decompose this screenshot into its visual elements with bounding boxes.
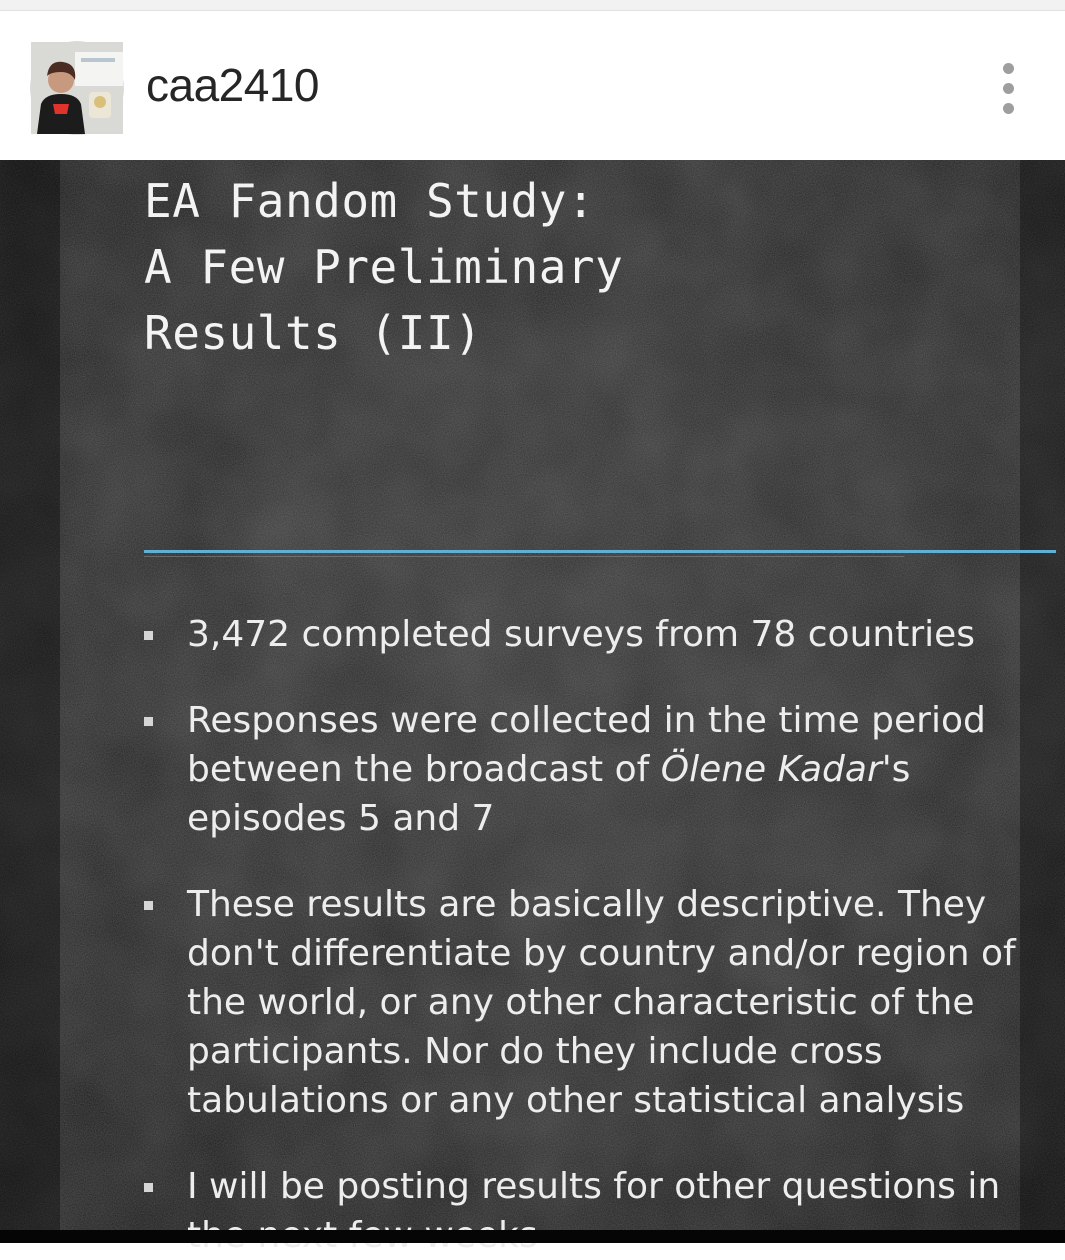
bullet-text: Responses were collected in the time period between the broadcast of xyxy=(187,700,986,790)
status-strip xyxy=(0,0,1065,11)
bullet-marker xyxy=(144,1183,153,1192)
vertical-ellipsis-icon xyxy=(1003,103,1014,114)
bullet-marker xyxy=(144,901,153,910)
bullet-text: I will be posting results for other questions in xyxy=(187,1166,1001,1207)
bullet-marker xyxy=(144,717,153,726)
bottom-bar xyxy=(0,1230,1065,1243)
list-item xyxy=(140,696,1020,843)
post-image[interactable] xyxy=(0,160,1065,1230)
more-options-button[interactable] xyxy=(986,57,1030,119)
vertical-ellipsis-icon xyxy=(1003,83,1014,94)
bullet-marker xyxy=(144,631,153,640)
bullet-text: These results are basically descriptive. They don't differentiate by country and/or region of the world, or any other characteristic of the participants. Nor do they include cross tabulations or any other statistical analysis xyxy=(187,884,1016,1121)
slide-title: EA Fandom Study: A Few Preliminary Results (II) xyxy=(144,174,624,360)
bullet-text: 's episodes 5 and 7 xyxy=(187,749,911,839)
avatar[interactable] xyxy=(30,41,124,135)
vertical-ellipsis-icon xyxy=(1003,63,1014,74)
username[interactable]: caa2410 xyxy=(146,59,319,111)
list-item xyxy=(140,610,1020,659)
profile-photo-icon xyxy=(31,42,123,134)
list-item xyxy=(140,1162,1020,1260)
title-underline-shadow xyxy=(144,556,904,557)
post-header xyxy=(0,11,1065,160)
bullet-text: 3,472 completed surveys from 78 countries xyxy=(187,614,976,655)
show-title: Ölene Kadar xyxy=(660,749,882,790)
list-item xyxy=(140,880,1020,1125)
title-underline xyxy=(144,550,1056,553)
bullet-list xyxy=(140,610,1020,1260)
